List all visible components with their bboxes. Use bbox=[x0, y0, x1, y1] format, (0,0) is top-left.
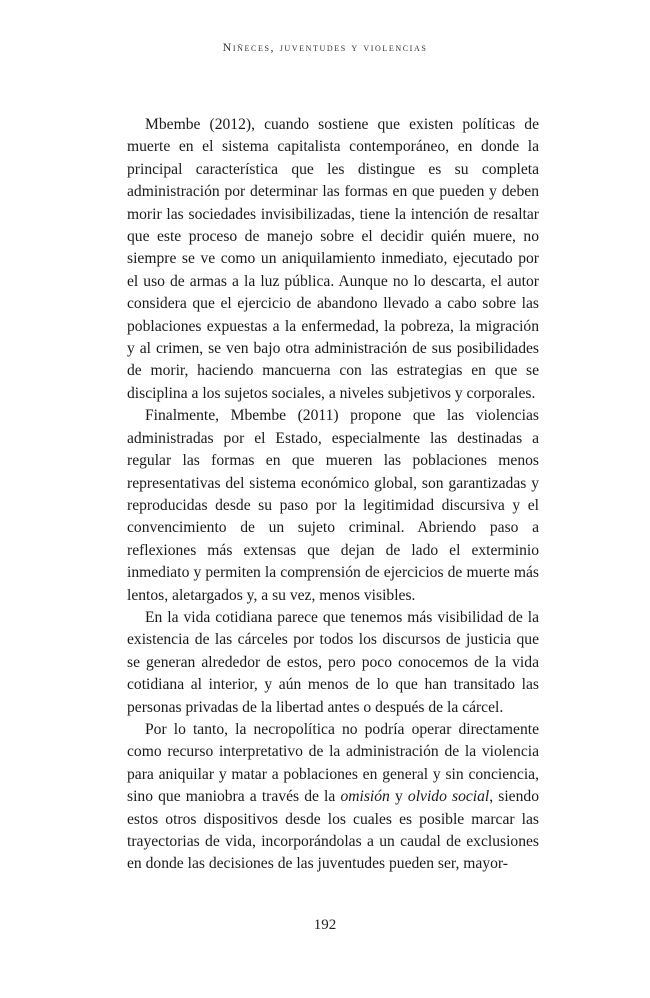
paragraph-2: Finalmente, Mbembe (2011) propone que las violencias administradas por el Estado, especialmente las destinadas a regular las formas en que mueren las poblaciones menos representativas del sistema económico global, son garantizadas y reproducidas desde su paso por la legitimidad discursiva y el convencimiento de un sujeto criminal. Abriendo paso a reflexiones más extensas que dejan de lado el exterminio inmediato y permiten la comprensión de ejercicios de muerte más lentos, aletargados y, a su vez, menos visibles. bbox=[127, 407, 539, 604]
paragraph-4 bbox=[127, 719, 539, 876]
paragraph-3: En la vida cotidiana parece que tenemos más visibilidad de la existencia de las cárceles por todos los discursos de justicia que se generan alrededor de estos, pero poco conocemos de la vida cotidiana al interior, y aún menos de lo que han transitado las personas privadas de la libertad antes o después de la cárcel. bbox=[127, 608, 539, 716]
body-text bbox=[127, 114, 539, 876]
page-number: 192 bbox=[313, 917, 337, 933]
italic-term-olvido-social: olvido social bbox=[407, 788, 490, 806]
paragraph-1: Mbembe (2012), cuando sostiene que existen políticas de muerte en el sistema capitalista contemporáneo, en donde la principal característica que les distingue es su completa administración por determinar las formas en que pueden y deben morir las sociedades invisibilizadas, tiene la intención de resaltar que este proceso de manejo sobre el decidir quién muere, no siempre se ve como un aniquilamiento inmediato, ejecutado por el uso de armas a la luz pública. Aunque no lo descarta, el autor considera que el ejercicio de abandono llevado a cabo sobre las poblaciones expuestas a la enfermedad, la pobreza, la migración y al crimen, se ven bajo otra administración de sus posibilidades de morir, haciendo mancuerna con las estrategias en que se disciplina a los sujetos sociales, a niveles subjetivos y corporales. bbox=[127, 116, 539, 402]
paragraph-4-text-a: Por lo tanto, la necropolítica no podría operar directamente como recurso interpretativo de la administración de la violencia para aniquilar y matar a poblaciones en general y sin conciencia, sino que maniobra a través de la bbox=[127, 720, 539, 806]
paragraph-4-text-c: , siendo estos otros dispositivos desde los cuales es posible marcar las trayectorias de vida, incorporándolas a un caudal de exclusiones en donde las decisiones de las juventudes pueden ser, mayor- bbox=[127, 788, 539, 873]
running-header: Niñeces, juventudes y violencias bbox=[222, 40, 428, 54]
italic-term-omision: omisión bbox=[340, 788, 390, 806]
paragraph-4-text-b: y bbox=[389, 788, 408, 806]
